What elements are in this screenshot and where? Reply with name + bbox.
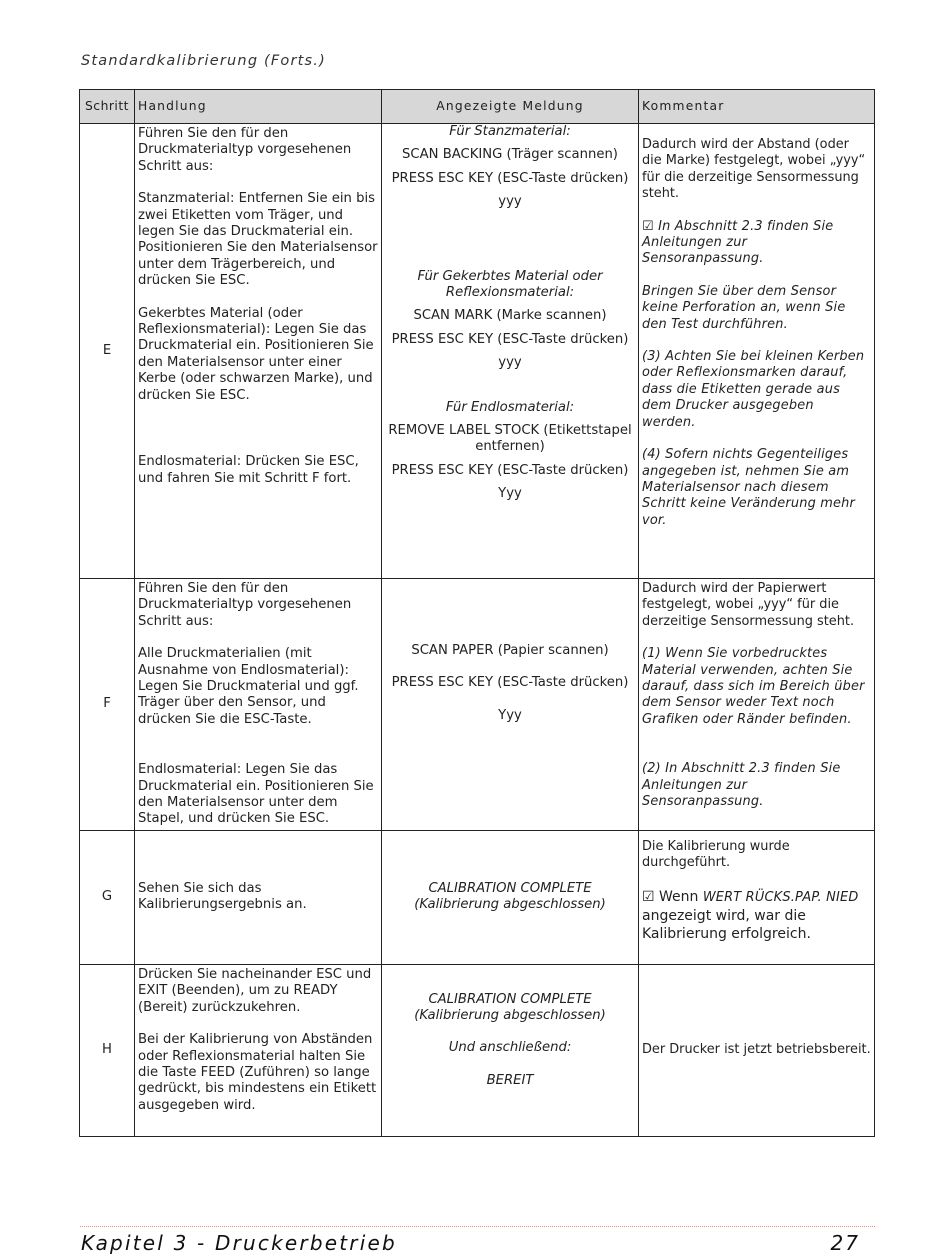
action-text: Stanzmaterial: Entfernen Sie ein bis zwei Etiketten vom Träger, und legen Sie das Druckmaterial ein. Positionieren Sie den Materialsensor unter dem Trägerbereich, und drücken Sie ESC. [138,191,378,289]
message-text: SCAN PAPER (Papier scannen) [411,642,609,658]
message-cell [382,579,639,831]
message-text: CALIBRATION COMPLETE [428,880,592,896]
checkbox-icon: ☑ [642,218,654,234]
message-heading: Für Stanzmaterial: [449,124,571,139]
table-row-h [80,964,875,1136]
action-text: Führen Sie den für den Druckmaterialtyp vorgesehenen Schritt aus: [138,581,352,629]
header-message: Angezeigte Meldung [382,90,639,124]
action-cell [135,830,382,964]
message-text: BEREIT [486,1072,534,1088]
table-row-g [80,830,875,964]
message-text: SCAN BACKING (Träger scannen) [402,147,618,163]
comment-note: (4) Sofern nichts Gegenteiliges angegeben ist, nehmen Sie am Materialsensor nach diesem Schritt keine Veränderung mehr vor. [642,447,856,528]
message-text: PRESS ESC KEY (ESC-Taste drücken) [391,331,629,347]
table-row-f [80,579,875,831]
comment-note: (3) Achten Sie bei kleinen Kerben oder Reflexionsmarken darauf, dass die Etiketten gerade aus dem Drucker ausgegeben werden. [642,349,865,430]
comment-note [642,888,871,943]
action-text: Gekerbtes Material (oder Reflexionsmaterial): Legen Sie das Druckmaterial ein. Positionieren Sie den Materialsensor unter einer Kerbe (oder schwarzen Marke), und drücken Sie ESC. [138,305,374,403]
message-text: (Kalibrierung abgeschlossen) [414,897,606,913]
action-cell [135,579,382,831]
comment-note: (2) In Abschnitt 2.3 finden Sie Anleitungen zur Sensoranpassung. [642,761,841,810]
message-cell [382,830,639,964]
comment-cell [639,830,875,964]
message-text: Yyy [498,707,522,723]
table-header-row [80,90,875,124]
action-cell [135,124,382,579]
footer-chapter: Kapitel 3 - Druckerbetrieb [81,1231,397,1255]
footer-divider [80,1226,875,1227]
message-text: (Kalibrierung abgeschlossen) [414,1007,606,1023]
checkbox-icon: ☑ [642,888,655,905]
step-cell: G [80,830,135,964]
comment-text: Dadurch wird der Abstand (oder die Marke) festgelegt, wobei „yyy“ für die derzeitige Sensormessung steht. [642,137,866,202]
message-cell [382,964,639,1136]
comment-note: Bringen Sie über dem Sensor keine Perforation an, wenn Sie den Test durchführen. [642,283,846,332]
header-step: Schritt [80,90,135,124]
message-heading: Für Gekerbtes Material oder Reflexionsmaterial: [417,268,603,301]
display-value: WERT RÜCKS.PAP. NIED [702,889,859,905]
message-text: yyy [498,194,522,210]
message-heading: Für Endlosmaterial: [445,399,575,415]
comment-note-text: angezeigt wird, war die Kalibrierung erfolgreich. [642,907,811,942]
calibration-table [79,89,875,1137]
comment-cell [639,964,875,1136]
message-text: PRESS ESC KEY (ESC-Taste drücken) [391,462,629,478]
message-text: Yyy [498,486,522,502]
header-action: Handlung [135,90,382,124]
action-text: Führen Sie den für den Druckmaterialtyp vorgesehenen Schritt aus: [138,126,352,174]
comment-text: Die Kalibrierung wurde durchgeführt. [642,838,790,871]
message-text: REMOVE LABEL STOCK (Etikettstapel entfernen) [388,423,632,455]
step-cell: F [80,579,135,831]
comment-note: (1) Wenn Sie vorbedrucktes Material verwenden, achten Sie darauf, dass sich im Bereich über dem Sensor weder Text noch Grafiken oder Ränder befinden. [642,646,865,727]
message-text: CALIBRATION COMPLETE [428,991,592,1007]
action-text: Endlosmaterial: Drücken Sie ESC, und fahren Sie mit Schritt F fort. [138,454,359,486]
action-text: Endlosmaterial: Legen Sie das Druckmaterial ein. Positionieren Sie den Materialsensor unter dem Stapel, und drücken Sie ESC. [138,762,374,827]
header-comment: Kommentar [639,90,875,124]
comment-text: Der Drucker ist jetzt betriebsbereit. [642,1042,871,1058]
message-text: PRESS ESC KEY (ESC-Taste drücken) [391,170,629,186]
comment-text: Dadurch wird der Papierwert festgelegt, wobei „yyy“ für die derzeitige Sensormessung steht. [642,581,855,629]
step-cell: H [80,964,135,1136]
message-text: yyy [498,355,522,371]
comment-cell [639,124,875,579]
action-text: Bei der Kalibrierung von Abständen oder Reflexionsmaterial halten Sie die Taste FEED (Zuführen) so lange gedrückt, bis mindestens ein Etikett ausgegeben wird. [138,1032,377,1113]
page-number: 27 [830,1231,860,1255]
table-row-e [80,124,875,579]
step-cell: E [80,124,135,579]
action-text: Alle Druckmaterialien (mit Ausnahme von Endlosmaterial): Legen Sie Druckmaterial und ggf. Träger über den Sensor, und drücken Sie die ESC-Taste. [138,646,359,727]
message-text: SCAN MARK (Marke scannen) [413,308,607,324]
message-text: PRESS ESC KEY (ESC-Taste drücken) [391,675,629,691]
action-text: Drücken Sie nacheinander ESC und EXIT (Beenden), um zu READY (Bereit) zurückzukehren. [138,966,372,1015]
message-cell [382,124,639,579]
message-text: Und anschließend: [448,1040,572,1056]
page-title: Standardkalibrierung (Forts.) [81,53,326,69]
comment-note-text: Wenn [654,888,703,905]
action-cell [135,964,382,1136]
comment-note-text: In Abschnitt 2.3 finden Sie Anleitungen zur Sensoranpassung. [642,218,834,267]
comment-cell [639,579,875,831]
comment-note [642,219,871,268]
action-text: Sehen Sie sich das Kalibrierungsergebnis an. [138,880,307,913]
